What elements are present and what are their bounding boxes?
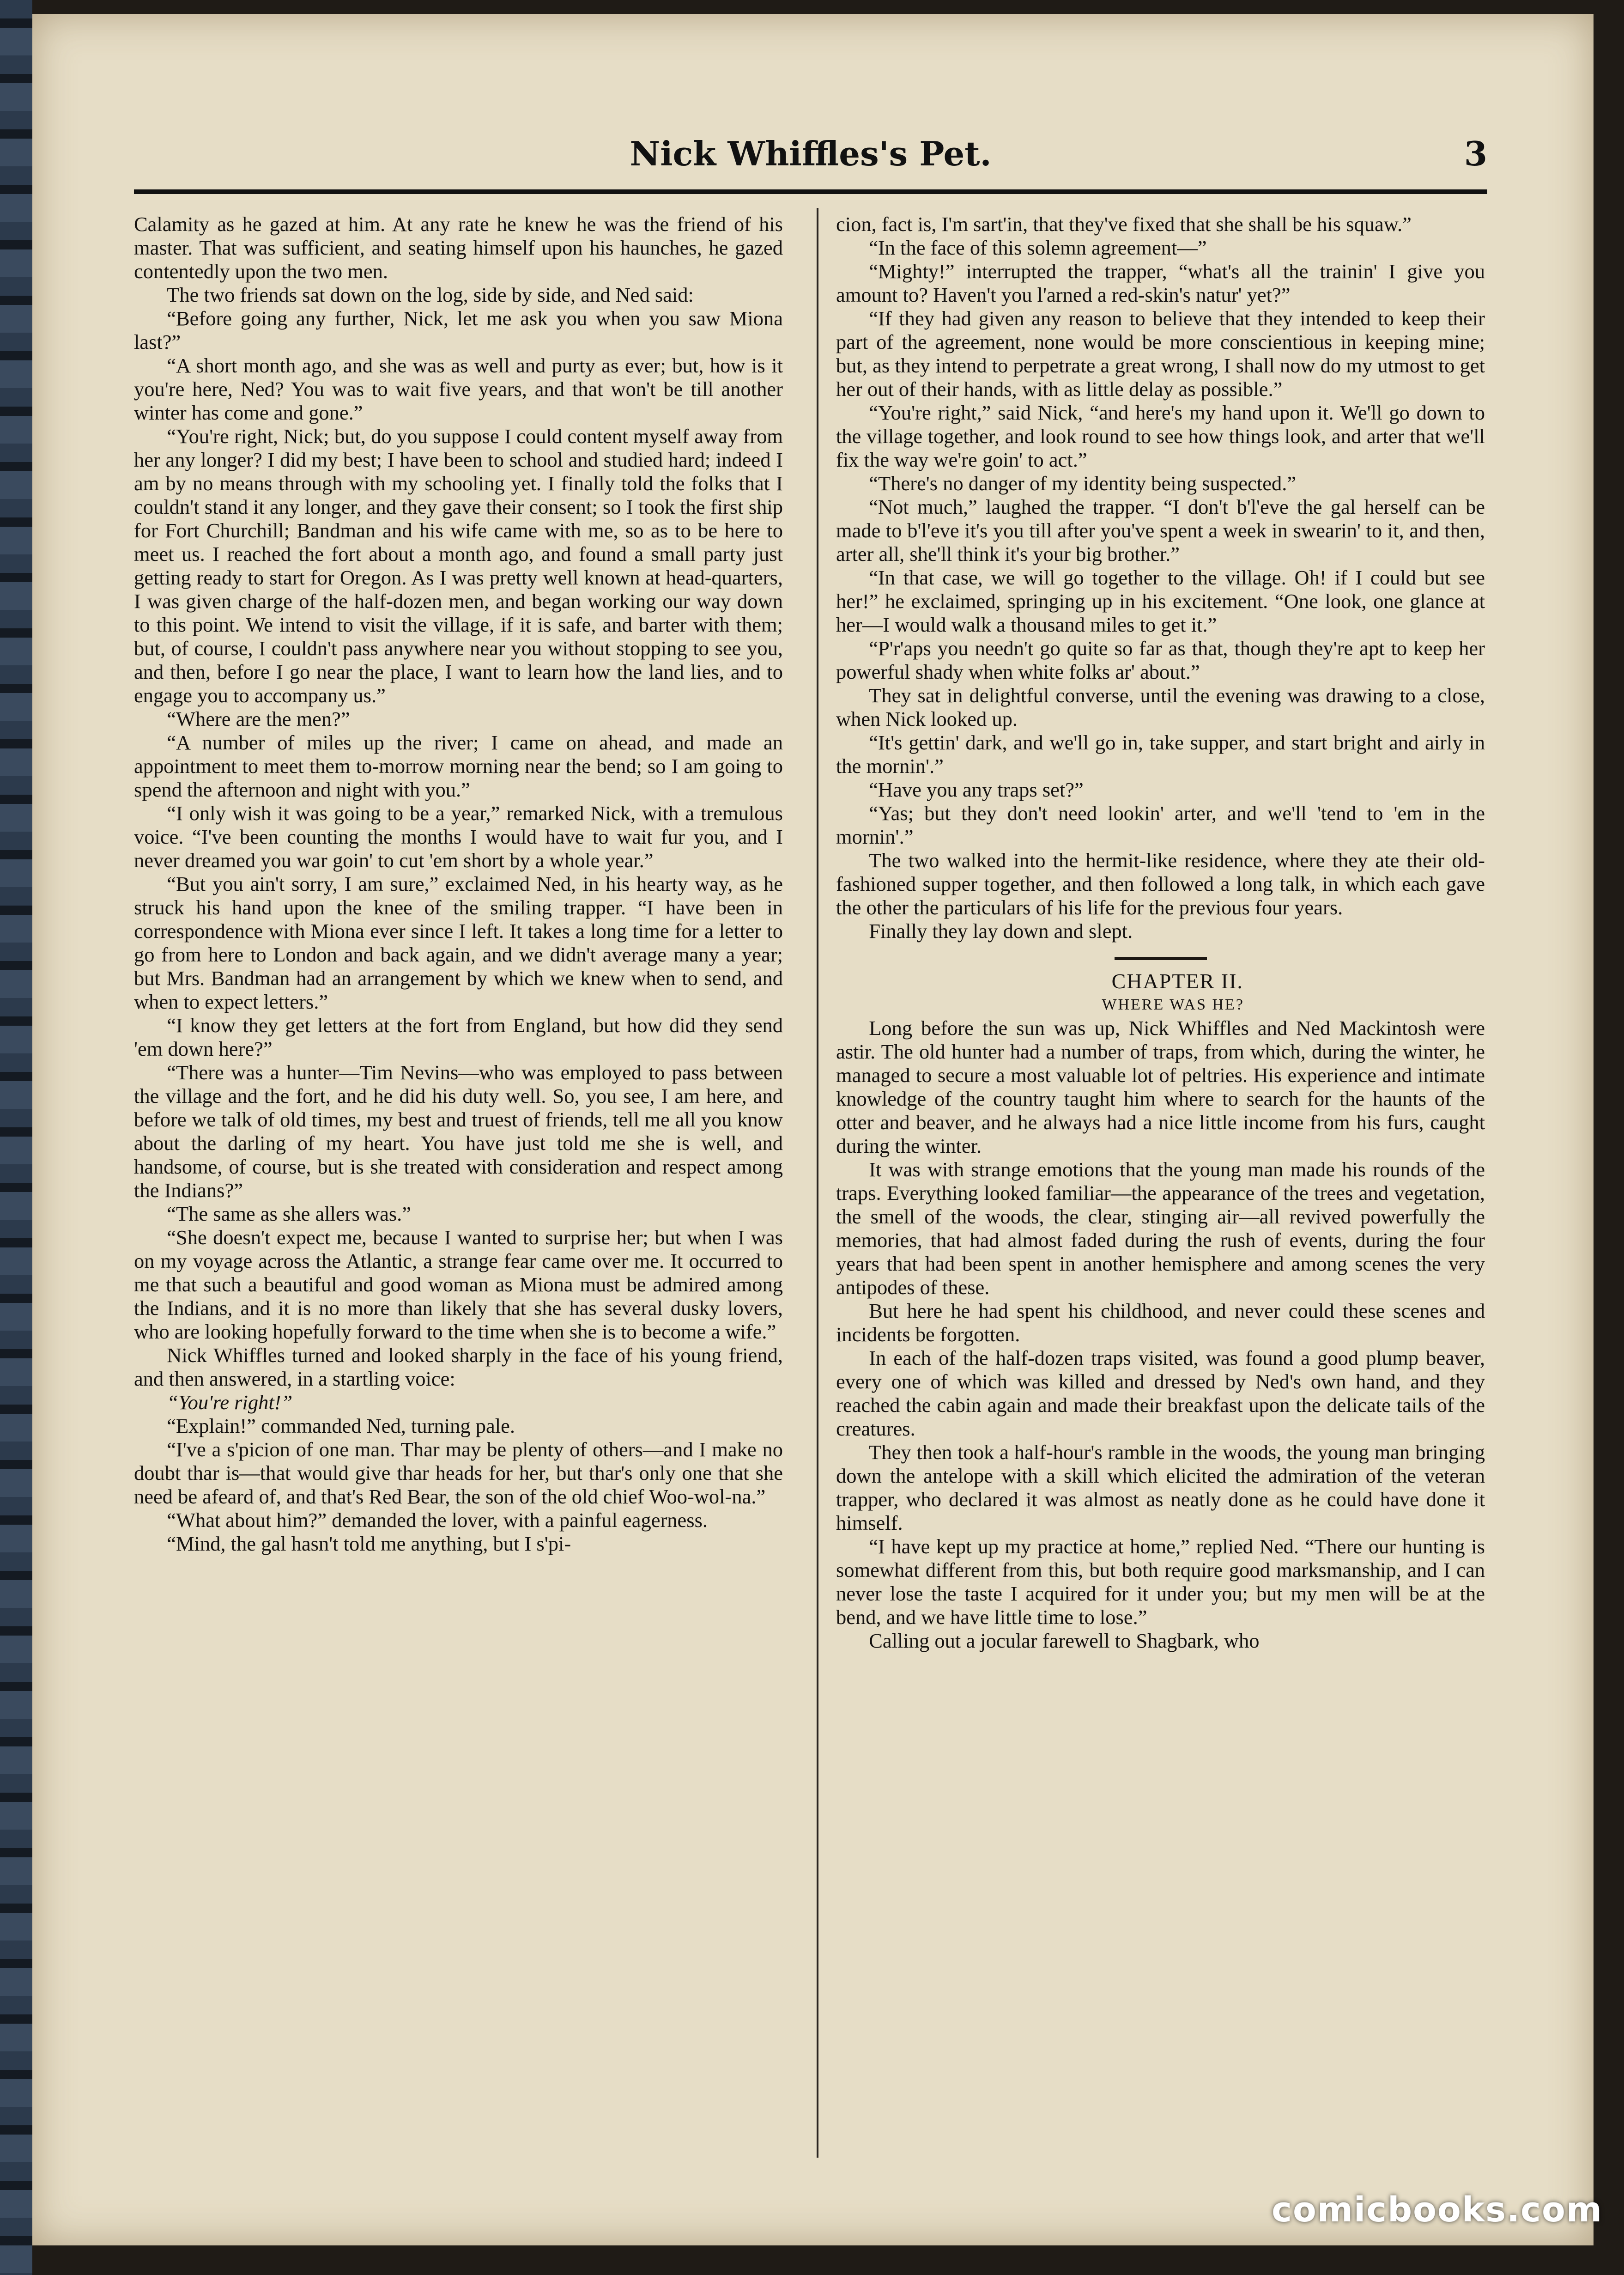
- paragraph: “Before going any further, Nick, let me ask you when you saw Miona last?”: [134, 307, 783, 353]
- paragraph: “P'r'aps you needn't go quite so far as that, though they're apt to keep her powerful shady when white folks ar' about.”: [836, 637, 1485, 683]
- paragraph: “I have kept up my practice at home,” replied Ned. “There our hunting is somewhat different from this, but both require good marksmanship, and I can never lose the taste I acquired for it under you; but my men will be at the bend, and we have little time to lose.”: [836, 1535, 1485, 1629]
- section-rule: [1115, 957, 1207, 960]
- paragraph: Nick Whiffles turned and looked sharply in the face of his young friend, and then answered, in a startling voice:: [134, 1344, 783, 1390]
- page-number: 3: [1464, 134, 1487, 173]
- paragraph: They sat in delightful converse, until the evening was drawing to a close, when Nick looked up.: [836, 684, 1485, 730]
- paragraph: “I only wish it was going to be a year,” remarked Nick, with a tremulous voice. “I've been counting the months I would have to wait fur you, and I never dreamed you war goin' to cut 'em short by a whole year.”: [134, 802, 783, 872]
- paragraph: cion, fact is, I'm sart'in, that they've fixed that she shall be his squaw.”: [836, 213, 1412, 236]
- paragraph: “Where are the men?”: [167, 707, 350, 730]
- chapter-title: CHAPTER II.: [1111, 969, 1243, 993]
- paragraph: Calamity as he gazed at him. At any rate he knew he was the friend of his master. That was sufficient, and seating himself upon his haunches, he gazed contentedly upon the two men.: [134, 213, 783, 283]
- paragraph: “Mighty!” interrupted the trapper, “what's all the trainin' I give you amount to? Haven't you l'arned a red-skin's natur' yet?”: [836, 260, 1485, 306]
- running-title: Nick Whiffles's Pet.: [630, 134, 992, 173]
- paragraph: “You're right, Nick; but, do you suppose I could content myself away from her any longer? I did my best; I have been to school and studied hard; indeed I am by no means through with my schooling yet. I finally told the folks that I couldn't stand it any longer, and they gave their consent; so I took the first ship for Fort Churchill; Bandman and his wife came with me, so as to be here to meet us. I reached the fort about a month ago, and found a small party just getting ready to start for Oregon. As I was pretty well known at head-quarters, I was given charge of the half-dozen men, and began working our way down to this point. We intend to visit the village, if it is safe, and barter with them; but, of course, I couldn't pass anywhere near you without stopping to see you, and then, before I go near the place, I want to learn how the land lies, and to engage you to accompany us.”: [134, 425, 783, 707]
- column-divider: [817, 208, 818, 2158]
- paragraph: “There was a hunter—Tim Nevins—who was employed to pass between the village and the fort, and he did his duty well. So, you see, I am here, and before we talk of old times, my best and truest of friends, tell me all you know about the darling of my heart. You have just told me she is well, and handsome, of course, but is she treated with consideration and respect among the Indians?”: [134, 1061, 783, 1202]
- paragraph: Finally they lay down and slept.: [869, 919, 1133, 943]
- paragraph: “Mind, the gal hasn't told me anything, but I s'pi-: [167, 1532, 571, 1555]
- paragraph: “The same as she allers was.”: [167, 1202, 412, 1225]
- paragraph: The two walked into the hermit-like residence, where they ate their old-fashioned supper together, and then followed a long talk, in which each gave the other the particulars of his life for the previous four years.: [836, 849, 1485, 919]
- paragraph: “Not much,” laughed the trapper. “I don't b'l'eve the gal herself can be made to b'l'eve it's you till after you've spent a week in swearin' to it, and then, arter all, she'll think it's your big brother.”: [836, 495, 1485, 566]
- running-header: [134, 125, 1487, 194]
- paragraph: But here he had spent his childhood, and never could these scenes and incidents be forgotten.: [836, 1299, 1485, 1346]
- paragraph: “She doesn't expect me, because I wanted to surprise her; but when I was on my voyage across the Atlantic, a strange fear came over me. It occurred to me that such a beautiful and good woman as Miona must be admired among the Indians, and it is no more than likely that she has several dusky lovers, who are looking hopefully forward to the time when she is to become a wife.”: [134, 1226, 783, 1343]
- paragraph: Calling out a jocular farewell to Shagbark, who: [869, 1629, 1260, 1652]
- paragraph: “I know they get letters at the fort from England, but how did they send 'em down here?”: [134, 1014, 783, 1060]
- paragraph: “You're right,” said Nick, “and here's my hand upon it. We'll go down to the village together, and look round to see how things look, and arter that we'll fix the way we're goin' to act.”: [836, 401, 1485, 471]
- paragraph: “There's no danger of my identity being suspected.”: [869, 472, 1297, 495]
- paragraph: “But you ain't sorry, I am sure,” exclaimed Ned, in his hearty way, as he struck his hand upon the knee of the smiling trapper. “I have been in correspondence with Miona ever since I left. It takes a long time for a letter to go from here to London and back again, and we didn't average many a year; but Mrs. Bandman had an arrangement by which we knew when to send, and when to expect letters.”: [134, 872, 783, 1013]
- paragraph: “Have you any traps set?”: [869, 778, 1084, 801]
- right-column: [836, 213, 1485, 2153]
- paragraph: “A short month ago, and she was as well and purty as ever; but, how is it you're here, Ned? You was to wait five years, and that won't be till another winter has come and gone.”: [134, 354, 783, 424]
- paragraph: Long before the sun was up, Nick Whiffles and Ned Mackintosh were astir. The old hunter had a number of traps, from which, during the winter, he managed to secure a most valuable lot of peltries. His experience and intimate knowledge of the country taught him where to search for the haunts of the otter and beaver, and he always had a nice little income from his furs, caught during the winter.: [836, 1016, 1485, 1157]
- paragraph: “Explain!” commanded Ned, turning pale.: [167, 1414, 515, 1437]
- paragraph: “What about him?” demanded the lover, with a painful eagerness.: [167, 1509, 708, 1532]
- paragraph: “I've a s'picion of one man. Thar may be plenty of others—and I make no doubt thar is—that would give thar heads for her, but thar's only one that she need be afeard of, and that's Red Bear, the son of the old chief Woo-wol-na.”: [134, 1438, 783, 1508]
- paragraph: They then took a half-hour's ramble in the woods, the young man bringing down the antelope with a skill which elicited the admiration of the veteran trapper, who declared it was almost as neatly done as he could have done it himself.: [836, 1441, 1485, 1534]
- paragraph: “In the face of this solemn agreement—”: [869, 236, 1207, 259]
- paragraph: “A number of miles up the river; I came on ahead, and made an appointment to meet them to-morrow morning near the bend; so I am going to spend the afternoon and night with you.”: [134, 731, 783, 801]
- paragraph: The two friends sat down on the log, side by side, and Ned said:: [167, 283, 694, 306]
- paragraph: It was with strange emotions that the young man made his rounds of the traps. Everything looked familiar—the appearance of the trees and vegetation, the smell of the woods, the clear, stinging air—all revived powerfully the memories, that had almost faded during the rush of events, during the four years that had been spent in another hemisphere and among scenes the very antipodes of these.: [836, 1158, 1485, 1299]
- chapter-subtitle: WHERE WAS HE?: [1102, 996, 1244, 1013]
- watermark: comicbooks.com: [1272, 2190, 1603, 2230]
- left-column: [134, 213, 783, 2153]
- binding-edge: [0, 0, 32, 2275]
- paragraph: “In that case, we will go together to the village. Oh! if I could but see her!” he exclaimed, springing up in his excitement. “One look, one glance at her—I would walk a thousand miles to get it.”: [836, 566, 1485, 636]
- paragraph: “Yas; but they don't need lookin' arter, and we'll 'tend to 'em in the mornin'.”: [836, 802, 1485, 848]
- paragraph: “If they had given any reason to believe that they intended to keep their part of the agreement, none would be more conscientious in keeping mine; but, as they intend to perpetrate a great wrong, I shall now do my utmost to get her out of their hands, with as little delay as possible.”: [836, 307, 1485, 401]
- paragraph: “It's gettin' dark, and we'll go in, take supper, and start bright and airly in the mornin'.”: [836, 731, 1485, 778]
- paragraph: In each of the half-dozen traps visited, was found a good plump beaver, every one of which was killed and dressed by Ned's own hand, and they reached the cabin again and made their breakfast upon the delicate tails of the creatures.: [836, 1346, 1485, 1440]
- paragraph: “You're right!”: [167, 1391, 293, 1414]
